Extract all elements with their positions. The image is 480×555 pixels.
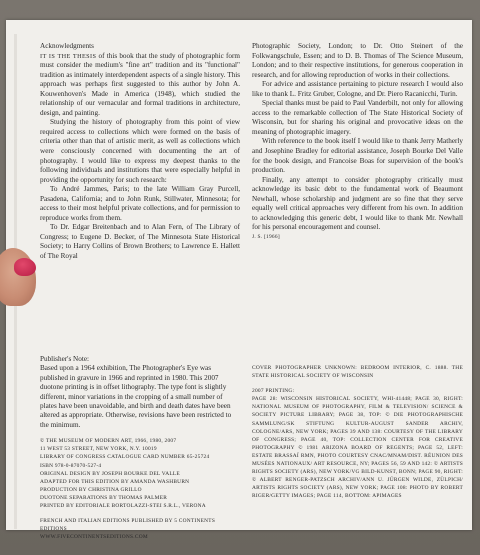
acknowledgments-right-column [252, 42, 463, 241]
imprint-line: © THE MUSEUM OF MODERN ART, 1966, 1980, 2007 [40, 438, 177, 445]
imprint-line: PRINTED BY EDITORIALE BORTOLAZZI-STEI S.R.L., VERONA [40, 503, 206, 509]
printing-credits: PAGE 28: WISCONSIN HISTORICAL SOCIETY, WHI-41448; PAGE 30, RIGHT: NATIONAL MUSEUM OF PHOTOGRAPHY, FILM & TELEVISION/ SCIENCE & SOCIETY PICTURE LIBRARY; PAGE 38, TOP: © DIE PHOTOGRAPHISCHE SAMMLUNG/SK STIFTUNG KULTUR-AUGUST SANDER ARCHIV, COLOGNE/ARS, NEW YORK; PAGES 39 AND 138: COURTESY OF THE LIBRARY OF CONGRESS; PAGE 40, TOP: COLLECTION CENTER FOR CREATIVE PHOTOGRAPHY © 1981 ARIZONA BOARD OF REGENTS; PAGE 52, LEFT: ESTATE BRASSAÏ RMN, PHOTO COURTESY CNAC/MNAM/DIST. RÉUNION DES MUSÉES NATIONAUX/ ART RESOURCE, NY; PAGES 56, 59 AND 142: © ARTISTS RIGHTS SOCIETY (ARS), NEW YORK/VG BILD-KUNST, BONN; PAGE 90, RIGHT: © ALBERT RENGER-PATZSCH ARCHIV/ANN U. JÜRGEN WILDE, ZÜLPICH/ ARTISTS RIGHTS SOCIETY (ARS), NEW YORK; PAGE 108: PHOTO BY ROBERT RIGER/GETTY IMAGES; PAGE 114, BOTTOM: APIMAGES [252, 396, 463, 500]
photo-credits [252, 364, 463, 501]
imprint-block [40, 437, 240, 510]
imprint-line: LIBRARY OF CONGRESS CATALOGUE CARD NUMBER 65-25724 [40, 454, 210, 461]
cover-credit: COVER PHOTOGRAPHER UNKNOWN: BEDROOM INTERIOR, C. 1888. THE STATE HISTORICAL SOCIETY OF WISCONSIN [252, 365, 463, 380]
publisher-heading: Publisher's Note: [40, 355, 90, 363]
acknowledgments-para-8: With reference to the book itself I would like to thank Jerry Matherly and Josephine Bradley for editorial assistance, Joseph Bourke Del Valle for the book design, and Francoise Boas for supervision of the book's production. [252, 137, 463, 175]
imprint-line: PRODUCTION BY CHRISTINA GRILLO [40, 486, 142, 493]
imprint-line: 11 WEST 53 STREET, NEW YORK, N.Y. 10019 [40, 446, 157, 453]
distribution-block [40, 517, 240, 541]
distribution-line: WWW.FIVECONTINENTSEDITIONS.COM [40, 534, 148, 541]
acknowledgments-para-3: To André Jammes, Paris; to the late William Gray Purcell, Pasadena, California; and to John Runk, Stillwater, Minnesota; for access to their most helpful private collections, and for permission to reproduce works from them. [40, 185, 240, 222]
acknowledgments-para-1 [40, 52, 240, 119]
lead-caps: IT IS THE THESIS [40, 52, 97, 60]
imprint-line: ADAPTED FOR THIS EDITION BY AMANDA WASHBURN [40, 478, 190, 485]
acknowledgments-left-column [40, 42, 240, 262]
acknowledgments-para-2: Studying the history of photography from this point of view required access to collections which were formed on the basis of criteria other than that of artistic merit, as well as collections which were consciously concerned with documenting the art of photography. I would like to express my deepest thanks to the following individuals and institutions that were especially helpful in providing the opportunity for such research: [40, 118, 240, 184]
acknowledgments-para-9: Finally, any attempt to consider photography critically must acknowledge its basic debt to the fundamental work of Beaumont Newhall, whose scholarship and judgment are so fine that they serve equally well critical approaches very different from his own. In addition to acknowledging this generic debt, I would like to thank Mr. Newhall for his personal encouragement and counsel. [252, 175, 463, 232]
acknowledgments-para-5: Photographic Society, London; to Dr. Otto Steinert of the Folkwangschule, Essen; and to D. B. Thomas of The Science Museum, London; and to their respective institutions, for generous cooperation in research, and for allowing reproduction of works in their collections. [252, 42, 463, 79]
imprint-line: DUOTONE SEPARATIONS BY THOMAS PALMER [40, 494, 168, 501]
printing-heading: 2007 PRINTING: [252, 388, 295, 395]
acknowledgments-para-6: For advice and assistance pertaining to picture research I would also like to thank L. Fritz Gruber, Cologne, and Dr. Piero Racanicchi, Turin. [252, 80, 463, 98]
signature: J. S. [1966] [252, 233, 280, 240]
acknowledgments-heading: Acknowledgments [40, 42, 94, 50]
publishers-note [40, 355, 240, 541]
imprint-line: ISBN 978-0-87070-527-4 [40, 462, 102, 469]
painted-fingernail [14, 258, 36, 276]
imprint-line: ORIGINAL DESIGN BY JOSEPH BOURKE DEL VALLE [40, 470, 180, 477]
acknowledgments-para-7: Special thanks must be paid to Paul Vanderbilt, not only for allowing access to the remarkable collection of The State Historical Society of Wisconsin, but for sharing his original and provocative ideas on the meaning of photographic imagery. [252, 99, 463, 136]
distribution-line: FRENCH AND ITALIAN EDITIONS PUBLISHED BY 5 CONTINENTS EDITIONS [40, 518, 216, 533]
acknowledgments-para-4: To Dr. Edgar Breitenbach and to Alan Fern, of The Library of Congress; to Eugene D. Becker, of The Minnesota State Historical Society; to Harry Collins of Brown Brothers; to Lawrence E. Hallett of The Royal [40, 223, 240, 261]
para-1-text: of this book that the study of photographic form must consider the medium's "fine art" tradition and its "functional" tradition as intimately interdependent aspects of a single history. This approach was perhaps first suggested to this author by John A. Kouwenhoven's Made in America (1948), which studied the relationship of our vernacular and formal traditions in architecture, design, and painting. [40, 51, 241, 117]
publisher-note-text: Based upon a 1964 exhibition, The Photographer's Eye was published in gravure in 1966 and reprinted in 1980. This 2007 duotone printing is in offset lithography. The type font is slightly different, minor variations in the cropping of a small number of plates have been unavoidable, and birth and death dates have been altered as appropriate. Otherwise, revisions have been restricted to the minimum. [40, 364, 232, 429]
